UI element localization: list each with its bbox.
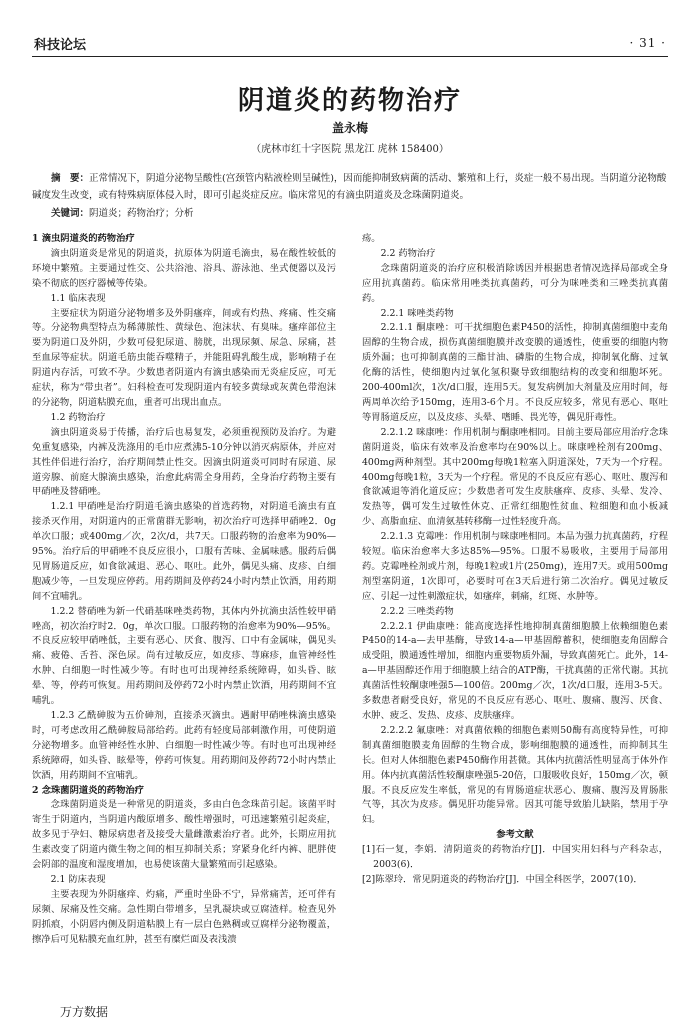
paragraph: 2.2.2.2 氟康唑：对真菌依赖的细胞色素则50酶有高度特异性，可抑制真菌细胞膜麦角固醇的生物合成，影响细胞膜的通透性，而抑制其生长。但对人体细胞色素P450酶作用甚微。其体内抗菌活性明显高于体外作用。体内抗真菌活性较酮康唑强5-20倍，口服吸收良好，150mg／次，顿服。不良反应发生率低，常见的有胃肠道症状恶心、腹痛、腹泻及胃肠胀气等，其次为皮疹。偶见肝功能异常。因其可能导致胎儿缺陷，禁用于孕妇。: [362, 724, 668, 826]
paragraph: 念珠菌阴道炎是一种常见的阴道炎，多由白色念珠苗引起。该菌平时寄生于阴道内，当阴道内酸原增多、酸性增强时，可迅速繁殖引起炎症，故多见于孕妇、糖尿病患者及接受大量雌激素治疗者。此外，长期应用抗生素改变了阴道内微生物之间的相互抑制关系；穿紧身化纤内裤、肥胖使会阴部的温度和湿度增加，也易使该菌大量繁殖而引起感染。: [32, 799, 336, 871]
article-title: 阴道炎的药物治疗: [237, 86, 462, 116]
reference-item: [1]石一复，李娟．清阴道炎的药物治疗[J]．中国实用妇科与产科杂志，2003(6)．: [362, 844, 668, 871]
author-affiliation: （虎林市红十字医院 黑龙江 虎林 158400）: [251, 144, 449, 155]
subsection-heading: 2.1 防床表现: [50, 873, 106, 885]
paragraph: 1.2.3 乙酰砷胺为五价砷剂，直接杀灭滴虫。遇耐甲硝唑株滴虫感染时，可考虑改用乙酰砷胺局部给药。此药有轻度局部刺激作用，可使阴道分泌物增多。血管神经性水肿、白细胞一时性减少等。有时也可出现神经系统障碍，如头昏、眩晕等，停药可恢复。用药期间及停药72小时内禁止饮酒，用药期间不宜哺乳。: [32, 710, 336, 781]
paragraph: 1.2.1 甲硝唑是治疗阴道毛滴虫感染的首选药物，对阴道毛滴虫有直接杀灭作用，对阴道内的正常菌群无影响，初次治疗可选择甲硝唑2．0g单次口服；或400mg／次，2次/d，共7天。口服药物的治愈率为90%—95%。治疗后的甲硝唑不良反应很小，口服有苦味、金属味感。服药后偶见胃肠道反应，如食欲减退、恶心、呕吐。此外，偶见头痛、皮疹、白细胞减少等，一旦发现应停药。用药期间及停药24小时内禁止饮酒，用药期间不宜哺乳。: [32, 501, 336, 602]
paragraph: 滴虫阴道炎易于传播，治疗后也易复发，必须重视预防及治疗。为避免重复感染，内裤及洗涤用的毛巾应煮沸5-10分钟以消灭病原体，并应对其性伴侣进行治疗，治疗期间禁止性交。因滴虫阴道炎可同时有尿道、尿道旁腺、前庭大腺滴虫感染，治愈此病需全身用药，全身治疗药物主要有甲硝唑及替硝唑。: [32, 426, 336, 498]
references-heading: 参考文献: [496, 829, 534, 841]
keywords: [32, 206, 668, 222]
header-rule: [32, 56, 668, 57]
keywords-label: 关键词：: [51, 208, 90, 219]
author-name: 盖永梅: [331, 121, 368, 135]
paragraph: 2.2.2.1 伊曲康唑：能高度选择性地抑制真菌细胞膜上依赖细胞色素P450的14-a—去甲基酶，导致14-a—甲基固醇蓄积，使细胞麦角固醇合成受阻，膜通透性增加，细胞内重要物质外漏，导致真菌死亡。此外，14-a—甲基固醇还作用于细胞膜上结合的ATP酶，干扰真菌的正常代谢。其抗真菌活性较酮康唑强5—100倍。200mg／次，1次/d口服，连用3-5天。多数患者耐受良好，常见的不良反应有恶心、呕吐、腹痛、腹泻、厌食、水肿、疲乏、发热、皮疹、皮肤瘙痒。: [362, 620, 668, 721]
left-column: [32, 232, 336, 1012]
keywords-text: 阴道炎；药物治疗；分析: [89, 208, 194, 219]
subsection-heading: 2.2.2 三唑类药物: [380, 605, 454, 617]
subsection-heading: 1.2 药物治疗: [50, 411, 106, 423]
subsection-heading: 1.1 临床表现: [50, 292, 106, 304]
section-heading: 2 念珠菌阴道炎的药物治疗: [32, 784, 144, 796]
right-column: [362, 232, 668, 885]
paragraph: 滴虫阴道炎是常见的阴道炎，抗原体为阴道毛滴虫，易在酸性较低的环境中繁殖。主要通过性交、公共浴池、浴具、游泳池、坐式便器以及污染不彻底的医疗器械等传染。: [32, 247, 336, 289]
paragraph: 2.2.1.3 克霉唑：作用机制与咪康唑相同。本品为强力抗真菌药，疗程较短。临床治愈率大多达85%—95%。口服不易吸收，主要用于局部用药。克霉唑栓剂或片剂，每晚1粒或1片(250mg)，连用7天。或用500mg剂型塞阴道，1次即可，必要时可在3天后进行第二次治疗。偶见过敏反应、引起一过性刺激症状，如瘙痒，刺痛，红斑、水肿等。: [362, 531, 668, 602]
paragraph: 2.2.1.1 酮康唑：可干扰细胞色素P450的活性，抑制真菌细胞中麦角固醇的生物合成，损伤真菌细胞膜并改变膜的通透性，使重要的细胞内物质外漏；也可抑制真菌的三酯甘油、磷脂的生物合成，抑制氧化酶、过氧化酶的活性，使细胞内过氧化氢积聚导致细胞结构的改变和细胞坏死。200-400ml次，1次/d口服，连用5天。复发病例加大剂量及应用时间，每两周单次给予150mg，连用3-6个月。不良反应较多，常见有恶心、呕吐等胃肠道反应，以及皮疹、头晕、嗜睡、畏光等，偶见肝毒性。: [362, 322, 668, 423]
page-number: · 31 ·: [629, 36, 666, 50]
subsection-heading: 2.2 药物治疗: [380, 247, 436, 259]
paragraph: 2.2.1.2 咪康唑：作用机制与酮康唑相同。目前主要局部应用治疗念珠菌阴道炎，临床有效率及治愈率均在90%以上。咪康唑栓剂有200mg、400mg两种剂型。其中200mg每晚1粒塞入阴道深处，7天为一个疗程。400mg每晚1粒，3天为一个疗程。常见的不良反应有恶心、呕吐、腹泻和食欲减退等消化道反应；少数患者可发生皮肤瘙痒、皮疹、头晕、发冷、发热等，偶可发生过敏性休克、正常红细胞性贫血、粒细胞和血小板减少、高脂血症、血清氨基转移酶一过性轻度升高。: [362, 426, 668, 528]
running-header-section: 科技论坛: [34, 38, 87, 53]
paragraph: 1.2.2 替硝唑为新一代硝基咪唑类药物，其体内外抗滴虫活性较甲硝唑高，初次治疗时2．0g，单次口服。口服药物的治愈率为90%—95%。不良反应较甲硝唑低，主要有恶心、厌食、腹泻、口中有金属味，偶见头痛、疲倦、舌苔、深色尿。尚有过敏反应，如皮疹、荨麻疹，血管神经性水肿、白细胞一时性减少等。有时也可出现神经系统障碍，如头昏、眩晕、等，停药可恢复。用药期间及停药72小时内禁止饮酒，用药期间不宜哺乳。: [32, 605, 336, 707]
paragraph: 主要表现为外阴瘙痒、灼痛，严重时坐卧不宁，异常痛苦，还可伴有尿频、尿痛及性交痛。急性期白带增多，呈乳凝块或豆腐渣样。检查见外阴抓痕，小阴唇内侧及阴道粘膜上有一层白色熟稠或豆腐样分泌物覆盖，擦净后可见粘膜充血红肿，甚至有糜烂面及表浅溃: [32, 888, 336, 945]
abstract-label: 摘 要：: [51, 173, 90, 184]
subsection-heading: 2.2.1 咪唑类药物: [380, 307, 454, 319]
paragraph: 疡。: [362, 233, 381, 244]
watermark-logo: 万方数据: [60, 1005, 109, 1019]
abstract: [32, 170, 668, 204]
paragraph: 念珠菌阴道炎的治疗应积极消除诱因并根据患者情况选择局部或全身应用抗真菌药。临床常用唑类抗真菌药，可分为咪唑类和三唑类抗真菌药。: [362, 262, 668, 304]
reference-item: [2]陈翠玲．常见阴道炎的药物治疗[J]．中国全科医学，2007(10)．: [362, 873, 643, 885]
paragraph: 主要症状为阴道分泌物增多及外阴瘙痒，间或有灼热、疼痛、性交痛等。分泌物典型特点为稀薄脓性、黄绿色、泡沫状、有臭味。瘙痒部位主要为阴道口及外阴，少数可侵犯尿道、膀胱，出现尿频、尿急、尿痛，甚至血尿等症状。阴道毛筋虫能吞噬精子，并能阻碍乳酸生成，影响精子在阴道内存活，可致不孕。少数患者阴道内有滴虫感染而无炎症反应，可无症状，称为“带虫者”。妇科检查可发现阴道内有较多黄绿或灰黄色带泡沫的分泌物，阴道粘膜充血，重者可出现出血点。: [32, 307, 336, 408]
section-heading: 1 滴虫阴道炎的药物治疗: [32, 233, 135, 244]
abstract-text: 正常情况下，阴道分泌物呈酸性(宫颈管内粘液栓则呈碱性)，因而能抑制致病菌的活动、繁殖和上行，炎症一般不易出现。当阴道分泌物酸碱度发生改变，或有特殊病原体侵入时，即可引起炎症反应。临床常见的有滴虫阴道炎及念珠菌阴道炎。: [32, 173, 667, 201]
